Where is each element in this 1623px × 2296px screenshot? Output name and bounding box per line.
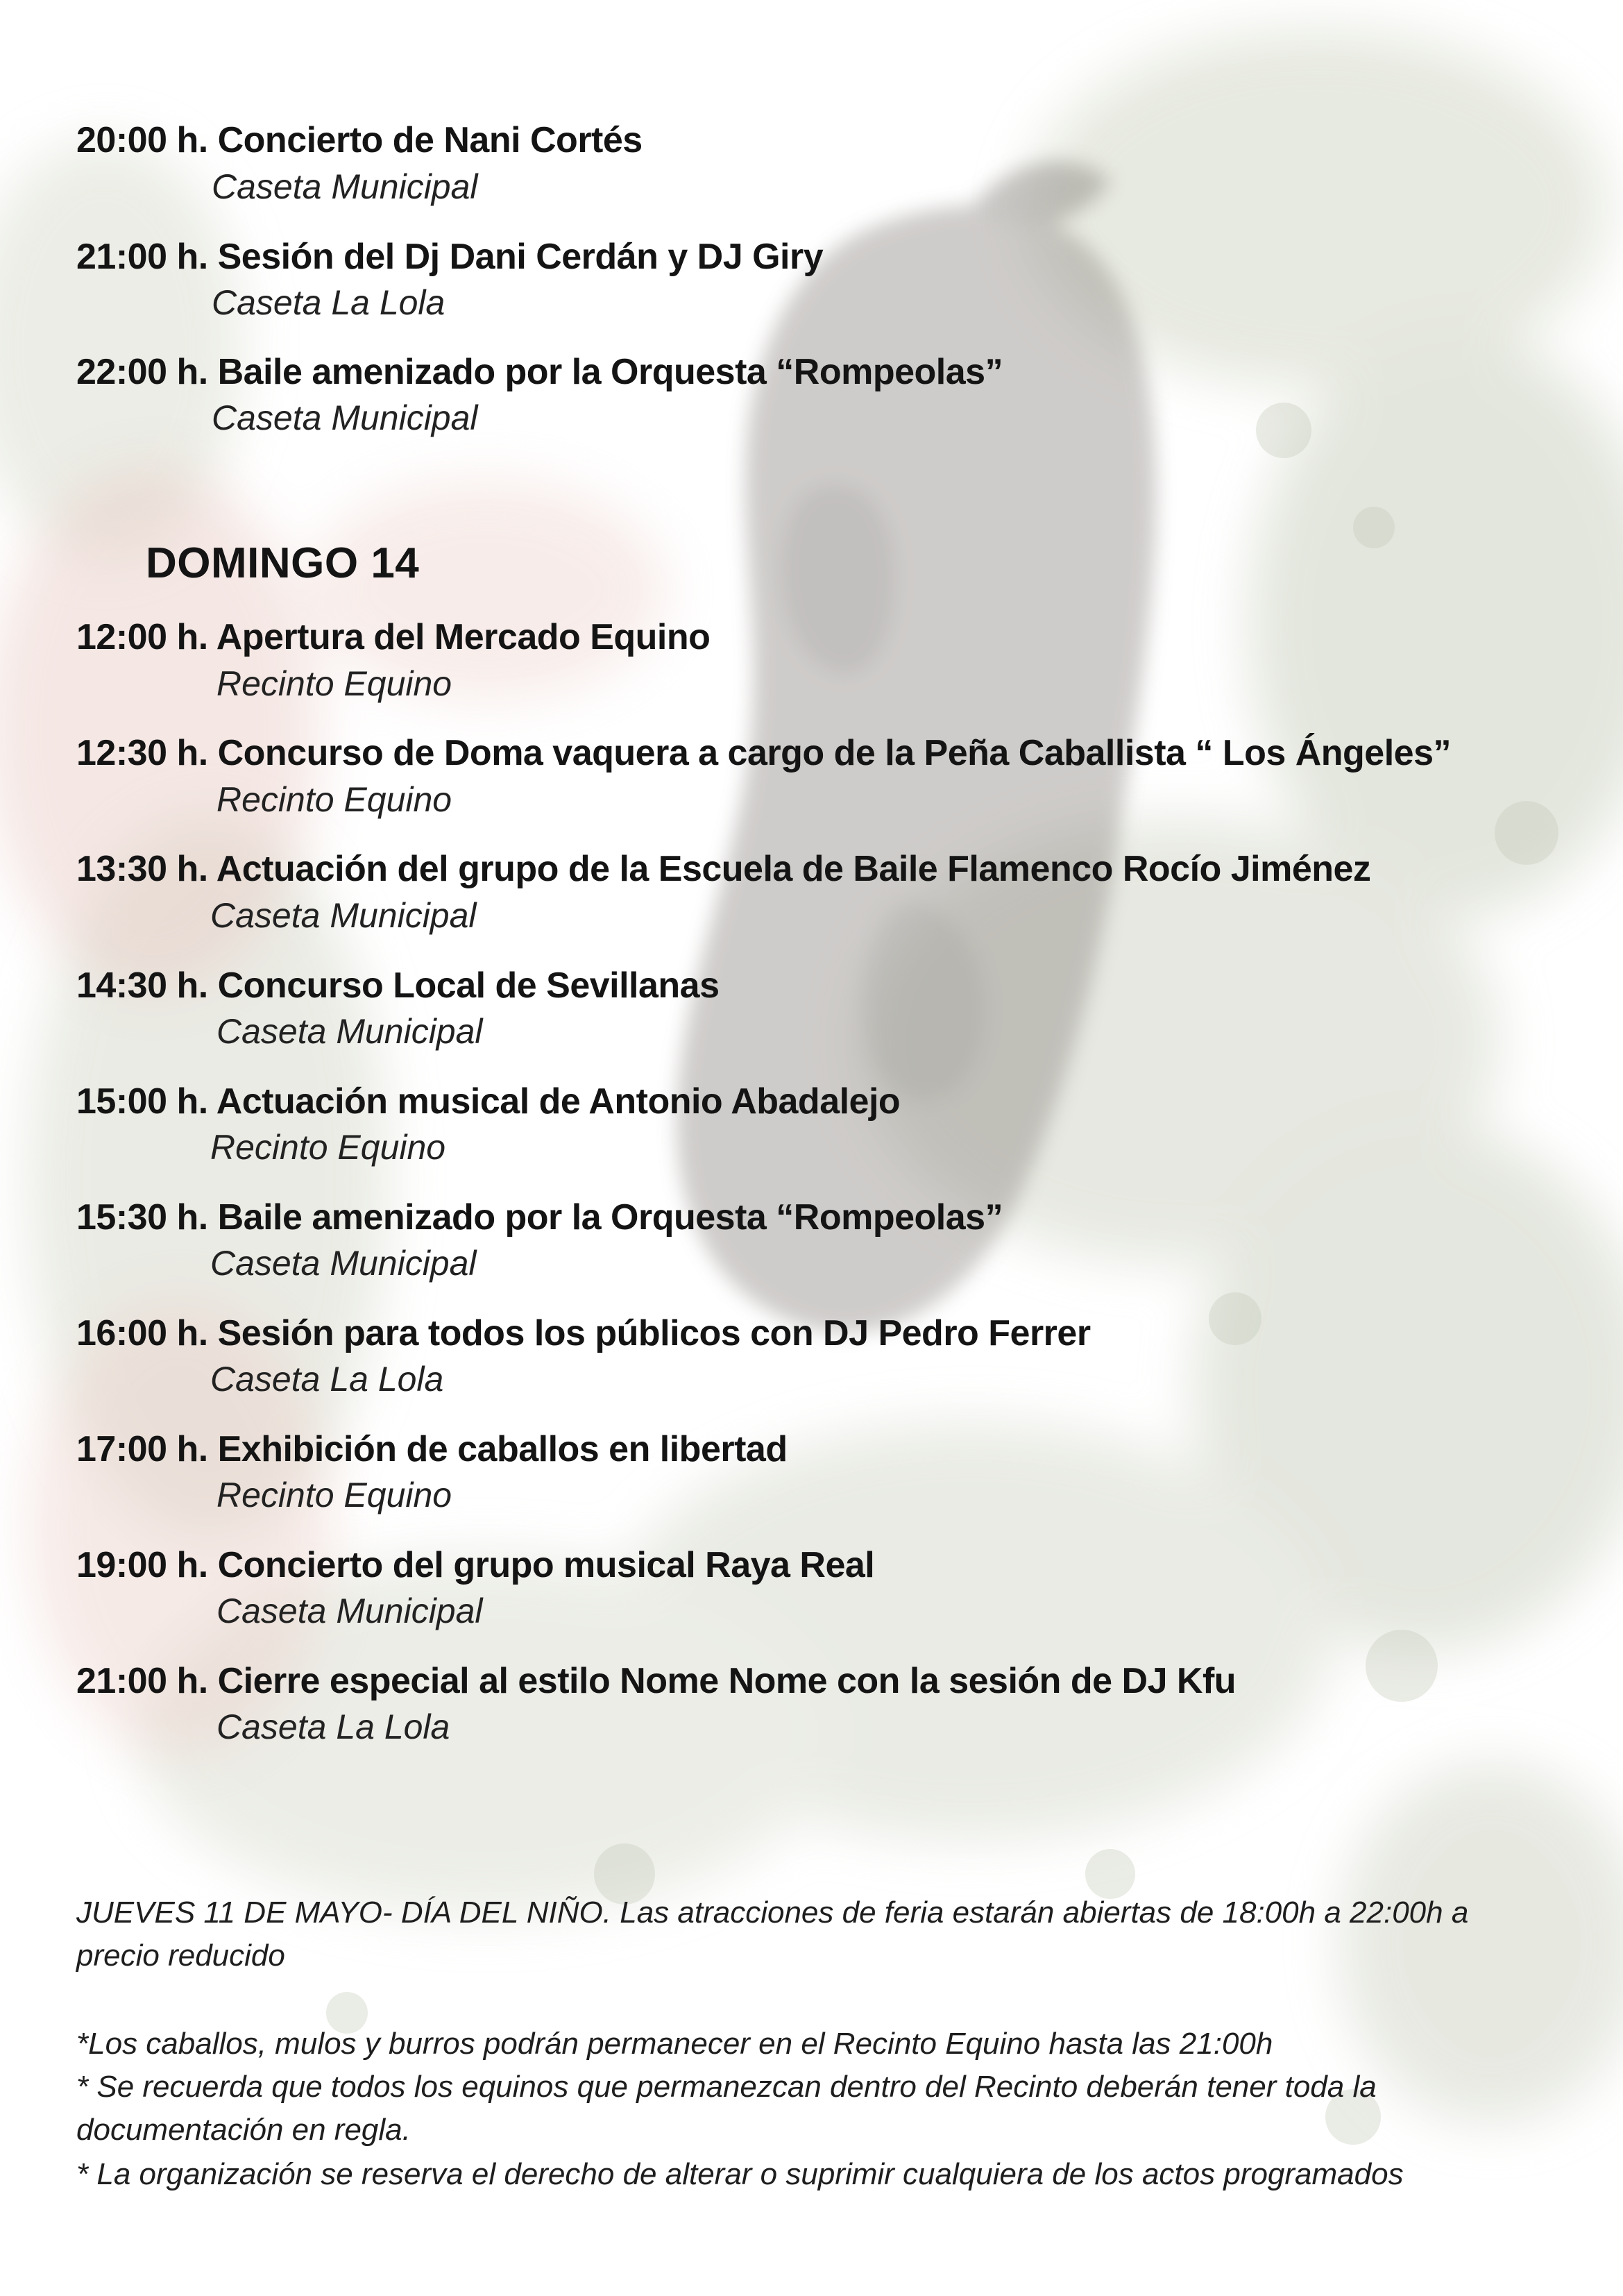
event-time: 21:00 h. [76, 237, 208, 277]
event-place: Caseta Municipal [210, 1244, 477, 1283]
event-time: 14:30 h. [76, 965, 208, 1006]
documentation-note: * Se recuerda que todos los equinos que permanezcan dentro del Recinto deberán tener toda la documentación en regla. [76, 2070, 1377, 2147]
event-place: Caseta La Lola [212, 283, 445, 322]
event-place: Recinto Equino [216, 780, 452, 819]
day-heading: DOMINGO 14 [146, 539, 420, 587]
event-title: Concierto del grupo musical Raya Real [217, 1545, 875, 1585]
event-title: Actuación del grupo de la Escuela de Baile Flamenco Rocío Jiménez [216, 849, 1371, 889]
event-place: Caseta La Lola [216, 1707, 450, 1746]
event-title: Baile amenizado por la Orquesta “Rompeolas” [217, 352, 1003, 392]
event-place: Recinto Equino [216, 1476, 452, 1514]
event-time: 17:00 h. [76, 1429, 208, 1469]
event-title-line [76, 351, 1003, 393]
event-place: Caseta Municipal [216, 1592, 483, 1630]
event-title: Exhibición de caballos en libertad [217, 1429, 788, 1469]
event-time: 12:30 h. [76, 733, 208, 773]
event-title: Apertura del Mercado Equino [216, 617, 711, 657]
event-title: Sesión del Dj Dani Cerdán y DJ Giry [217, 237, 824, 277]
event-title-line [76, 1660, 1236, 1702]
event-title-line [76, 732, 1451, 774]
event-time: 21:00 h. [76, 1661, 208, 1701]
event-title: Concierto de Nani Cortés [217, 120, 643, 160]
event-time: 19:00 h. [76, 1545, 208, 1585]
event-place: Caseta La Lola [210, 1360, 444, 1399]
event-time: 12:00 h. [76, 617, 208, 657]
event-time: 13:30 h. [76, 849, 208, 889]
event-place: Caseta Municipal [210, 896, 477, 935]
event-place: Recinto Equino [216, 664, 452, 703]
horses-note: *Los caballos, mulos y burros podrán permanecer en el Recinto Equino hasta las 21:00h [76, 2027, 1273, 2061]
event-title: Concurso Local de Sevillanas [217, 965, 720, 1006]
event-title-line [76, 1197, 1003, 1238]
event-title-line [76, 1544, 874, 1586]
event-title-line [76, 236, 823, 278]
event-title: Cierre especial al estilo Nome Nome con la sesión de DJ Kfu [217, 1661, 1237, 1701]
event-title-line [76, 119, 643, 161]
event-title-line [76, 1081, 900, 1122]
event-time: 16:00 h. [76, 1313, 208, 1353]
event-time: 22:00 h. [76, 352, 208, 392]
event-title-line [76, 616, 710, 658]
event-title: Concurso de Doma vaquera a cargo de la Peña Caballista “ Los Ángeles” [217, 733, 1452, 773]
event-title: Actuación musical de Antonio Abadalejo [216, 1081, 901, 1122]
event-title: Baile amenizado por la Orquesta “Rompeolas” [217, 1197, 1003, 1238]
event-time: 20:00 h. [76, 120, 208, 160]
event-title-line [76, 1312, 1091, 1354]
event-title-line [76, 965, 720, 1006]
event-title: Sesión para todos los públicos con DJ Pedro Ferrer [217, 1313, 1091, 1353]
event-time: 15:00 h. [76, 1081, 208, 1122]
event-title-line [76, 1428, 788, 1470]
event-place: Caseta Municipal [212, 398, 478, 437]
event-place: Caseta Municipal [212, 167, 478, 206]
event-place: Recinto Equino [210, 1128, 446, 1167]
organization-note: * La organización se reserva el derecho de alterar o suprimir cualquiera de los actos programados [76, 2157, 1404, 2191]
event-title-line [76, 848, 1370, 890]
kids-day-note: JUEVES 11 DE MAYO- DÍA DEL NIÑO. Las atracciones de feria estarán abiertas de 18:00h a 22:00h a precio reducido [76, 1896, 1469, 1973]
event-time: 15:30 h. [76, 1197, 208, 1238]
event-place: Caseta Municipal [216, 1012, 483, 1051]
